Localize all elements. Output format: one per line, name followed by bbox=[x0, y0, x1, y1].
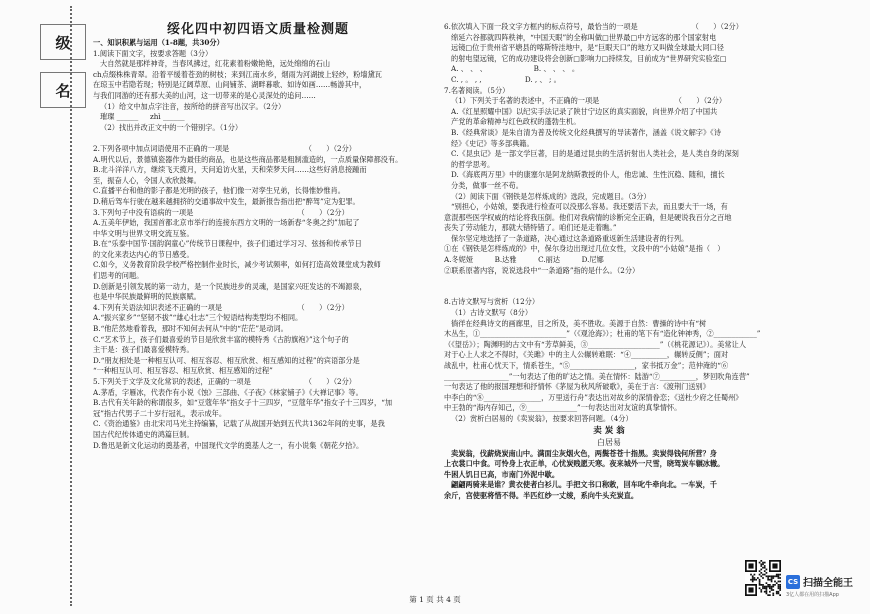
text-line: 大自然就是那样神奇，当春风拂过，红花素着粉嫩艳艳，远处绵绵的石山 bbox=[100, 59, 331, 69]
text-line: 余斤，宫使驱将惜不得。半匹红纱一丈绫，系向牛头充炭直。 bbox=[444, 490, 639, 500]
text-line: （1）下列关于名著的表述中，不正确的一项是 （ ）（2分） bbox=[451, 96, 727, 106]
text-line: B.北斗洋洋八方，继续飞天揽月，天问追访火星，天和荣梦天问……这些好消息接踵而 bbox=[93, 165, 367, 175]
text-line: A.冬妮娅 B.达雅 C.丽达 D.尼娜 bbox=[444, 255, 604, 265]
text-line: B.在“乐泰中国节·国韵润童心”传统节日课程中，孩子们通过学习习、弦扬和传承节日 bbox=[93, 239, 362, 249]
text-line bbox=[93, 133, 423, 144]
text-line: 战乱中，杜甫心忧天下，情系苍生，“⑤__________________，家书抵万金”；范仲淹的“⑥ bbox=[444, 361, 729, 370]
text-line: 分类，做事一丝不苟。 bbox=[451, 180, 523, 190]
text-line: 中王勃的“海内存知己，⑨______________”一句表达出对友谊的真挚情怀。 bbox=[444, 403, 682, 413]
text-line: C.如今，义务教育阶段学校严格控制作业时长，减少考试频率，如何打造高效课堂成为教师 bbox=[93, 260, 381, 270]
text-line: 意混那些医学权威的结论将我压倒。他们对我病情的诊断完全正确，但是硬说我百分之百地 bbox=[444, 212, 732, 222]
text-line: A.“振兴家乡”“坚韧不拔”“雄心壮志”三个短语结构类型均不相同。 bbox=[93, 313, 303, 323]
text-line: 5.下列关于文学及文化常识的表述，正确的一项是 （ ）（2分） bbox=[93, 377, 356, 386]
text-line: B.古代有关年龄的称谓很多，如“豆蔻年华”指女子十三四岁，“豆蔻年华”指女子十三四岁，“加 bbox=[93, 398, 393, 408]
class-label-box bbox=[40, 24, 86, 60]
text-line: C.“艺术节上，孩子们最喜爱的节目是欣赏丰富的模特秀《古韵旗袍》”这个句子的 bbox=[93, 334, 349, 344]
text-line: D.“朋友相处是一种相互认可、相互容忍、相互欣赏、相互感知的过程”的宾语部分是 bbox=[93, 355, 360, 365]
scanner-brand: 扫描全能王 bbox=[803, 578, 853, 589]
text-line: 与我们同游的还有那大美的山河，这一切带来的是心灵深处的追问…… bbox=[93, 90, 316, 100]
scanner-logo bbox=[786, 574, 853, 589]
text-line: 木丛生，①________________________”（《观沧海》）；杜甫的笔下有“造化钟神秀，②____________” bbox=[444, 329, 761, 339]
exam-title: 绥化四中初四语文质量检测题 bbox=[166, 22, 349, 37]
text-line: 白居易 bbox=[597, 437, 621, 447]
text-line: 远镜□位于贵州省平塘县的喀斯特洼地中，是“巨眼天口”的地方又叫做全球最大同口径 bbox=[451, 43, 724, 53]
text-line: B.《经典常谈》是朱自清为普及传统文化经典撰写的导读著作，涵盖《说文解字》《诗 bbox=[451, 127, 721, 137]
class-label: 级 bbox=[55, 33, 71, 52]
text-line: ①在《钢铁是怎样炼成的》中，保尔身边出现过几位女性，文段中的“小姑娘”是指（ ） bbox=[444, 244, 725, 254]
text-line: 中华文明与世界文明交流互鉴。 bbox=[93, 228, 194, 238]
text-line: C.《昆虫记》是一部文学巨著，目的是通过昆虫的生活折射出人类社会，是人类自身的深刻 bbox=[451, 149, 739, 159]
text-line: “一种相互认可、相互容忍、相互欣赏、相互感知的过程” bbox=[93, 366, 273, 376]
text-line: 也是中华民族最鲜明的民族禀赋。 bbox=[93, 292, 201, 302]
text-line: （《望岳》）；陶渊明的古文中有“芳草鲜美，③____________________”（《桃花源记》）。美常让人 bbox=[444, 339, 747, 349]
left-column bbox=[93, 22, 423, 451]
text-line: A.茅盾，字雁冰，代表作有小说《蚀》三部曲、《子夜》《林家铺子》《大禅记事》等。 bbox=[93, 387, 363, 397]
text-line: ch点缀株株青翠。沿着平缓着苍劲的树枝；来到江南水乡，烟雨为河湖披上轻纱，粉墙黛瓦 bbox=[93, 69, 382, 79]
text-line: 6.依次填入下面一段文字方框内的标点符号，最恰当的一项是 （ ）（2分） bbox=[444, 22, 743, 31]
text-line: 8.古诗文默写与赏析（12分） bbox=[444, 297, 540, 307]
scanner-tagline: 3亿人都在用的扫描App bbox=[786, 592, 839, 598]
text-line: D.《海底两万里》中的康塞尔是阿龙纳斯教授的仆人，他忠诚、生性沉稳、随和，擅长 bbox=[451, 170, 725, 180]
text-line: __________________”一句表达了他的旷达之情。美在情怀：陆游“⑦__________，梦回吹角连营” bbox=[444, 371, 750, 381]
text-line: “别担心，小姑娘，要我进行检查可以没那么容易。我还要活下去，而且要大干一场，有 bbox=[451, 202, 728, 212]
text-line: A.《红星照耀中国》以纪实手法记录了陕甘宁边区的真实面貌，向世界介绍了中国共 bbox=[451, 106, 718, 116]
text-line: C.《资治通鉴》由北宋司马光主持编纂，记载了从战国开始到五代共1362年间的史事，是我 bbox=[93, 419, 385, 429]
right-column bbox=[444, 22, 774, 502]
text-line: 在琼玉中若隐若现；特别是辽阔草原、山间铺茶、湖畔暮歌、如诗如画……畅游其中， bbox=[93, 80, 367, 90]
text-line: 2.下列各项中加点词语使用不正确的一项是 （ ）（2分） bbox=[93, 143, 356, 153]
text-line: C.直播平台和他的影子都是光明的孩子，他们像一对孪生兄弟，长得惟妙惟肖。 bbox=[93, 186, 345, 196]
text-line: 一、知识积累与运用（1-8题，共30分） bbox=[93, 38, 224, 47]
text-line: 主干是：孩子们最喜爱模特秀。 bbox=[93, 345, 194, 355]
text-line: 中李白的“⑧________________，万里送行舟”表达出对故乡的深情眷恋；《送杜少府之任蜀州》 bbox=[444, 392, 743, 402]
text-line: 国古代纪传体通史的鸿篇巨制。 bbox=[93, 429, 194, 439]
text-line: 翩翩两骑来是谁？黄衣使者白衫儿。手把文书口称敕，回车叱牛牵向北。一车炭，千 bbox=[451, 480, 717, 490]
text-line: 至，振奋人心，令国人欢欣鼓舞。 bbox=[93, 175, 201, 185]
text-line: （2）找出并改正文中的一个错别字。（1分） bbox=[100, 122, 243, 132]
text-line: （2）阅读下面《钢铁是怎样炼成的》选段，完成题目。（3分） bbox=[451, 191, 651, 201]
text-line: 4.下列有关语法知识表述不正确的一项是 （ ）（2分） bbox=[93, 302, 349, 312]
text-line: 徜徉在经典诗文的画廊里，目之所及，美不胜收。美源于自然：曹操的诗中有“树 bbox=[451, 318, 707, 328]
name-label-box bbox=[40, 72, 86, 108]
text-line: 冠”指古代男子二十岁行冠礼，表示成年。 bbox=[93, 408, 227, 418]
text-line: 卖 炭 翁 bbox=[593, 425, 625, 436]
text-line: A.五美年伊始，我国首都北京市举行的连接东西方文明的一场新春“冬奥之约”加起了 bbox=[93, 218, 360, 228]
text-line: 对于心上人求之不得时，《关雎》中的主人公辗转难眠：“④__________，辗转反侧”；面对 bbox=[444, 350, 729, 360]
text-line: 经》《史记》等多部典籍。 bbox=[451, 138, 534, 148]
camscanner-icon: CS bbox=[786, 575, 800, 589]
text-line: 7.名著阅读。（5分） bbox=[444, 85, 510, 95]
text-line: 牛困人饥日已高，市南门外泥中歇。 bbox=[444, 469, 560, 479]
text-line: 保尔坚定地选择了一条道路，决心通过这条道路重返新生活建设者的行列。 bbox=[451, 233, 689, 243]
text-line bbox=[444, 276, 774, 287]
left-question-list bbox=[93, 38, 423, 451]
right-question-list bbox=[444, 22, 774, 502]
text-line: （1）古诗文默写（8分） bbox=[451, 308, 533, 318]
text-line: （1）给文中加点字注音，按所给的拼音写出汉字。（2分） bbox=[100, 101, 286, 111]
binding-margin bbox=[40, 0, 84, 614]
text-line: （2）赏析白居易的《卖炭翁》，按要求回答问题。（4分） bbox=[451, 413, 633, 423]
text-line: 绵延六谷都就四阵秩神，“中国天眼”的全称叫做□世界最□中方远客的那个国家射电 bbox=[451, 32, 717, 42]
text-line: 璀璨 ______ zhì ______ bbox=[100, 112, 185, 122]
text-line: D.鲁迅是新文化运动的奠基者，中国现代文学的奠基人之一，有小说集《朝花夕拾》。 bbox=[93, 440, 364, 450]
text-line: 的射电望远镜，它的成功建设将会创新□影响力□持续发，目前成为“世界研究实验室□ bbox=[451, 53, 727, 63]
text-line: A.明代以后，景德镇瓷器作为最佳的商品，也是这些商品都是粗制滥造的，一点质量保障都没有。 bbox=[93, 154, 403, 164]
text-line: 卖炭翁，伐薪烧炭南山中。满面尘灰烟火色，两鬓苍苍十指黑。卖炭得钱何所营？身 bbox=[451, 448, 717, 458]
text-line: 3.下列句子中没有语病的一项是 （ ）（2分） bbox=[93, 207, 349, 217]
text-line: 上衣裳口中食。可怜身上衣正单，心忧炭贱愿天寒。夜来城外一尺雪，晓驾炭车辗冰辙。 bbox=[444, 459, 725, 469]
text-line: D.创新是引领发展的第一动力，是一个民族进步的灵魂，是国家兴旺发达的不竭源泉， bbox=[93, 281, 367, 291]
name-label: 名 bbox=[55, 81, 71, 100]
text-line: 1.阅读下面文字，按要求答题（3分） bbox=[93, 48, 213, 58]
text-line: 丧失了劳动能力，那就大错特错了。咱们还是走着瞧。” bbox=[444, 223, 617, 233]
text-line: 一句表达了他的报国理想和抒情怀《茅屋为秋风所破歌》，美在于言：《渡荆门送别》 bbox=[444, 382, 710, 392]
page-footer: 第 1 页 共 4 页 bbox=[409, 595, 461, 604]
text-line: 的哲学思考。 bbox=[451, 159, 495, 169]
text-line: A. 、 、 、 B. 、 、 、 。 bbox=[451, 64, 580, 74]
text-line: 产党的革命精神与红色政权的蓬勃生机。 bbox=[451, 117, 581, 127]
qr-code-icon bbox=[745, 560, 781, 596]
binding-line bbox=[70, 6, 72, 606]
text-line: D.稍后驾车行驶在越来越拥挤的交通事故中发生，最新报告指出把“醉驾”定为犯罪。 bbox=[93, 196, 360, 206]
text-line: 们思考的问题。 bbox=[93, 271, 144, 281]
text-line: B.“他茫然地看着我，那时不知何去何从”中的“茫茫”是动词。 bbox=[93, 324, 288, 334]
text-line: C. , 。 , , D. , 、 ; 。 bbox=[451, 74, 561, 84]
text-line: ②联系原著内容，说说选段中“一条道路”指的是什么。（2分） bbox=[444, 265, 640, 275]
text-line: 的文化来表达内心的节日感受。 bbox=[93, 249, 194, 259]
text-line bbox=[444, 287, 774, 298]
